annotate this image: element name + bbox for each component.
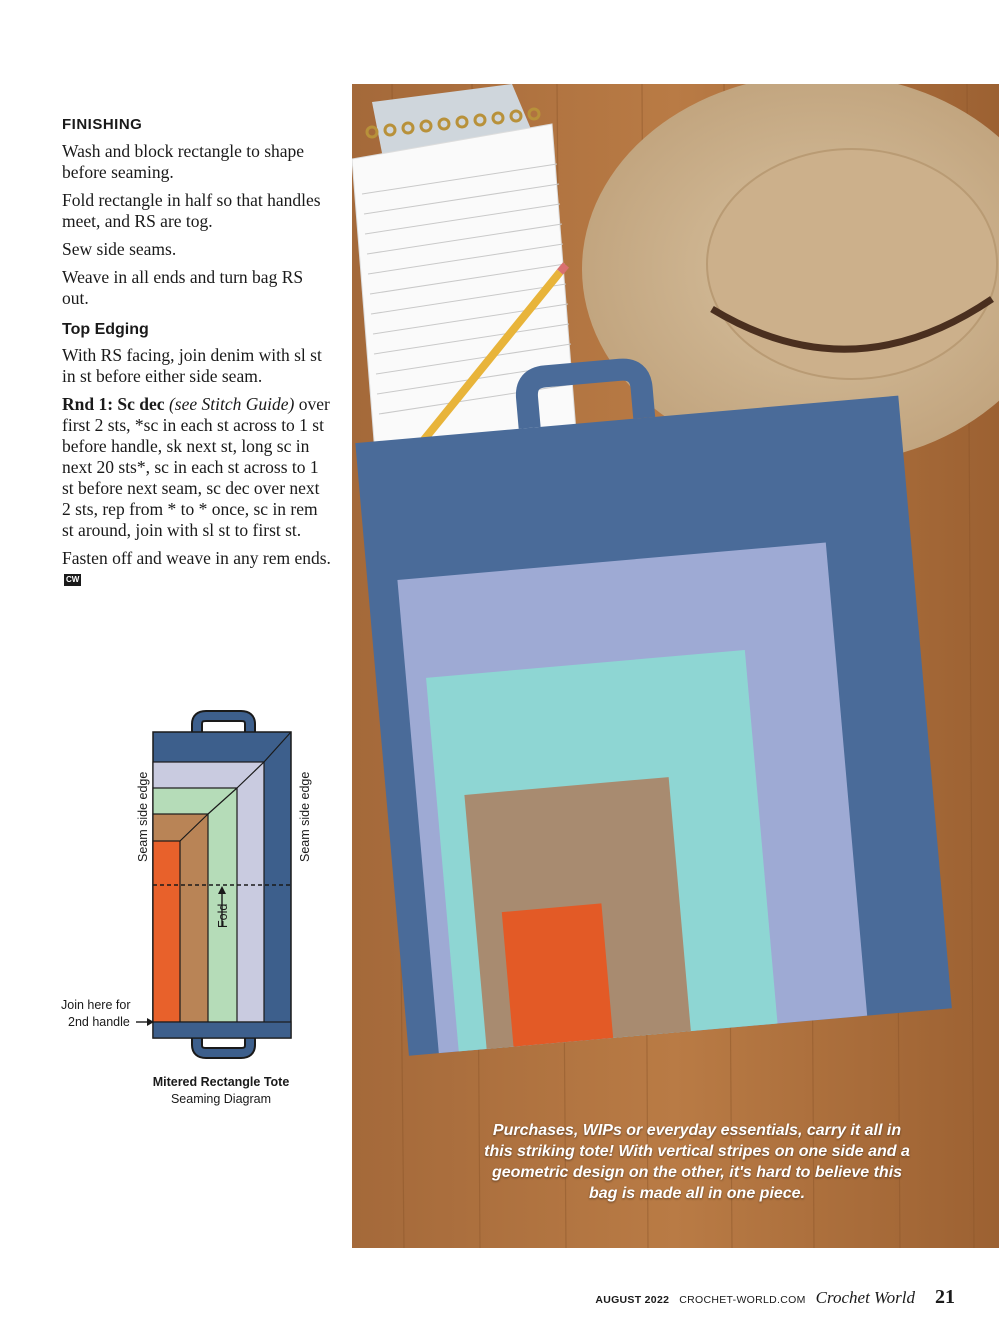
left-seam-label: Seam side edge <box>136 771 150 862</box>
seaming-diagram <box>50 708 350 1118</box>
cw-end-badge: CW <box>66 575 80 584</box>
page-footer <box>595 1286 955 1309</box>
finishing-step-3: Sew side seams. <box>62 239 177 259</box>
bottom-denim-strip <box>153 1022 291 1038</box>
issue-date: AUGUST 2022 <box>595 1294 670 1306</box>
website: CROCHET-WORLD.COM <box>679 1294 806 1306</box>
seaming-diagram-graphic <box>50 708 350 1068</box>
magazine-name: Crochet World <box>815 1288 915 1307</box>
round-1-instructions <box>62 394 332 541</box>
fasten-off-label: Fasten off and weave in any rem ends. <box>62 548 331 568</box>
round-1-label: Rnd 1: Sc dec <box>62 394 165 414</box>
finishing-step-2: Fold rectangle in half so that handles meet, and RS are tog. <box>62 190 321 231</box>
stitch-guide-note: (see Stitch Guide) <box>168 394 295 414</box>
instructions-column <box>62 116 332 597</box>
top-edging-heading: Top Edging <box>62 321 149 338</box>
orange-band <box>153 841 180 1022</box>
diagram-caption-subtitle: Seaming Diagram <box>170 1092 272 1106</box>
right-seam-label: Seam side edge <box>298 771 312 862</box>
top-edging-intro: With RS facing, join denim with sl st in st before either side seam. <box>62 345 322 386</box>
diagram-caption-title: Mitered Rectangle Tote <box>152 1075 290 1089</box>
photo-caption: Purchases, WIPs or everyday essentials, carry it all in this striking tote! With vertical stripes on one side and a geometric design on the other, it's hard to believe this bag is made all in one piece. <box>484 1122 910 1202</box>
notebook <box>352 84 577 479</box>
join-label-line-2: 2nd handle <box>68 1015 130 1029</box>
page-number: 21 <box>935 1286 955 1308</box>
tote-photo <box>352 84 999 1248</box>
round-1-text: over first 2 sts, *sc in each st across to 1 st before handle, sk next st, long sc in next 20 sts*, sc in each st across to 1 st before next seam, sc dec over next 2 sts, rep from * to * once, sc in rem st around, join with sl st to first st. <box>62 394 330 540</box>
join-label-line-1: Join here for <box>61 998 131 1012</box>
fasten-off-text <box>62 548 332 590</box>
fold-label: Fold <box>216 903 230 928</box>
tote-photo-illustration <box>352 84 999 1248</box>
finishing-step-4: Weave in all ends and turn bag RS out. <box>62 267 304 308</box>
crochet-tote-bag <box>352 346 952 1056</box>
finishing-step-1: Wash and block rectangle to shape before seaming. <box>62 141 305 182</box>
finishing-heading: FINISHING <box>62 116 143 133</box>
